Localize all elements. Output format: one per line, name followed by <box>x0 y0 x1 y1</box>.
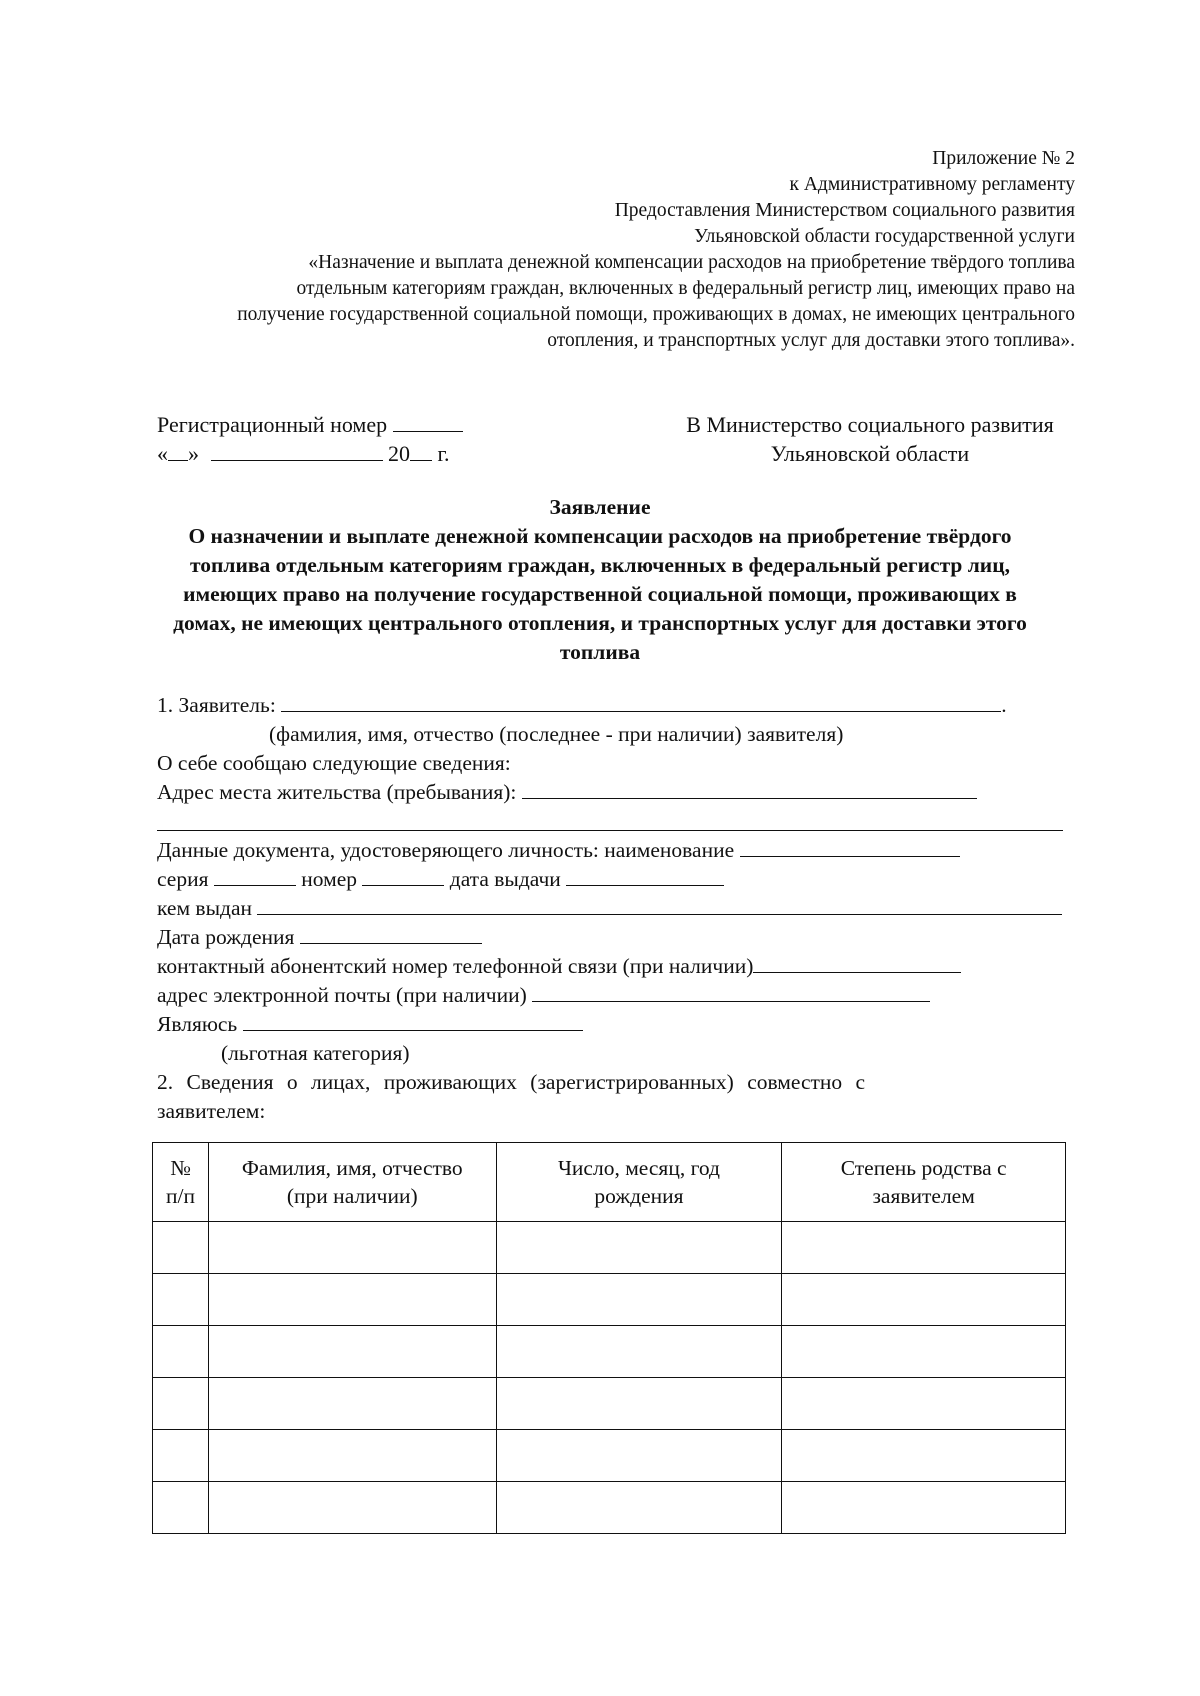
table-row <box>153 1430 1066 1482</box>
table-cell[interactable] <box>208 1222 496 1274</box>
section2-heading: 2. Сведения о лицах, проживающих (зарегистрированных) совместно с <box>157 1070 866 1094</box>
table-cell[interactable] <box>496 1222 782 1274</box>
applicant-name-field[interactable] <box>281 691 1001 712</box>
table-cell[interactable] <box>782 1482 1066 1534</box>
table-cell[interactable] <box>208 1378 496 1430</box>
year-prefix: 20 <box>388 441 410 466</box>
table-cell[interactable] <box>782 1274 1066 1326</box>
registration-date-row <box>157 439 463 468</box>
appendix-line: Приложение № 2 <box>932 148 1075 169</box>
phone-row <box>157 952 1117 981</box>
appendix-header <box>115 146 1075 354</box>
table-cell[interactable] <box>496 1378 782 1430</box>
email-field[interactable] <box>532 981 930 1002</box>
applicant-row <box>157 691 1117 720</box>
birth-date-field[interactable] <box>300 923 482 944</box>
table-cell[interactable] <box>782 1326 1066 1378</box>
category-label: Являюсь <box>157 1012 238 1036</box>
title-line: имеющих право на получение государственной социальной помощи, проживающих в <box>183 582 1017 606</box>
registration-block <box>157 410 463 468</box>
appendix-line: к Административному регламенту <box>789 174 1075 195</box>
table-cell[interactable] <box>208 1430 496 1482</box>
address-field[interactable] <box>522 778 977 799</box>
date-close-quote: » <box>188 441 199 466</box>
applicant-label: 1. Заявитель: <box>157 693 276 717</box>
co-residents-table <box>152 1142 1066 1534</box>
email-label: адрес электронной почты (при наличии) <box>157 983 527 1007</box>
title-line: топлива <box>559 640 641 664</box>
about-me: О себе сообщаю следующие сведения: <box>157 751 511 775</box>
addressee-line: Ульяновской области <box>770 441 970 466</box>
issued-by-label: кем выдан <box>157 896 253 920</box>
address-continuation <box>157 807 1117 836</box>
registration-number-field[interactable] <box>393 411 463 432</box>
application-title <box>100 493 1100 667</box>
table-row <box>153 1274 1066 1326</box>
issued-by-row <box>157 894 1117 923</box>
id-document-name-field[interactable] <box>740 836 960 857</box>
table-row <box>153 1378 1066 1430</box>
table-cell[interactable] <box>496 1274 782 1326</box>
table-cell[interactable] <box>782 1222 1066 1274</box>
table-cell[interactable] <box>153 1222 209 1274</box>
issue-date-field[interactable] <box>566 865 724 886</box>
table-cell[interactable] <box>153 1378 209 1430</box>
applicant-end: . <box>1001 693 1007 717</box>
issued-by-field[interactable] <box>257 894 1062 915</box>
column-header-name: Фамилия, имя, отчество (при наличии) <box>208 1143 496 1222</box>
registration-number-row <box>157 410 463 439</box>
birth-date-row <box>157 923 1117 952</box>
id-document-row <box>157 836 1117 865</box>
address-row <box>157 778 1117 807</box>
table-row <box>153 1482 1066 1534</box>
table-cell[interactable] <box>208 1326 496 1378</box>
table-cell[interactable] <box>153 1482 209 1534</box>
title-heading: Заявление <box>549 495 651 519</box>
address-label: Адрес места жительства (пребывания): <box>157 780 517 804</box>
table-cell[interactable] <box>153 1326 209 1378</box>
table-cell[interactable] <box>496 1482 782 1534</box>
addressee-block <box>620 410 1120 468</box>
appendix-line: отопления, и транспортных услуг для доставки этого топлива». <box>547 330 1075 351</box>
issue-date-label: дата выдачи <box>449 867 561 891</box>
table-cell[interactable] <box>782 1430 1066 1482</box>
title-line: домах, не имеющих центрального отопления, и транспортных услуг для доставки этого <box>173 611 1027 635</box>
appendix-line: Ульяновской области государственной услуги <box>694 226 1075 247</box>
day-field[interactable] <box>168 440 188 461</box>
column-header-birthdate: Число, месяц, год рождения <box>496 1143 782 1222</box>
appendix-line: отдельным категориям граждан, включенных в федеральный регистр лиц, имеющих право на <box>296 278 1075 299</box>
table-cell[interactable] <box>496 1430 782 1482</box>
birth-date-label: Дата рождения <box>157 925 295 949</box>
series-field[interactable] <box>214 865 296 886</box>
id-document-label: Данные документа, удостоверяющего личность: наименование <box>157 838 735 862</box>
column-header-number: № п/п <box>153 1143 209 1222</box>
number-field[interactable] <box>362 865 444 886</box>
table-cell[interactable] <box>208 1482 496 1534</box>
address-field-continuation[interactable] <box>157 830 1063 831</box>
email-row <box>157 981 1117 1010</box>
table-cell[interactable] <box>208 1274 496 1326</box>
title-line: О назначении и выплате денежной компенсации расходов на приобретение твёрдого <box>188 524 1012 548</box>
year-suffix: г. <box>437 441 450 466</box>
number-label: номер <box>301 867 357 891</box>
table-cell[interactable] <box>153 1274 209 1326</box>
year-field[interactable] <box>410 440 432 461</box>
table-header-row <box>153 1143 1066 1222</box>
date-open-quote: « <box>157 441 168 466</box>
table-cell[interactable] <box>782 1378 1066 1430</box>
title-line: топлива отдельным категориям граждан, включенных в федеральный регистр лиц, <box>190 553 1010 577</box>
id-series-row <box>157 865 1117 894</box>
addressee-line: В Министерство социального развития <box>686 412 1054 437</box>
table-row <box>153 1222 1066 1274</box>
appendix-line: «Назначение и выплата денежной компенсации расходов на приобретение твёрдого топлива <box>308 252 1075 273</box>
appendix-line: Предоставления Министерством социального развития <box>614 200 1075 221</box>
phone-field[interactable] <box>753 952 961 973</box>
column-header-relation: Степень родства с заявителем <box>782 1143 1066 1222</box>
phone-label: контактный абонентский номер телефонной связи (при наличии) <box>157 954 754 978</box>
application-form <box>157 691 1117 1126</box>
category-field[interactable] <box>243 1010 583 1031</box>
category-row <box>157 1010 1117 1039</box>
section2-heading-cont: заявителем: <box>157 1099 266 1123</box>
category-hint: (льготная категория) <box>221 1041 410 1065</box>
table-cell[interactable] <box>153 1430 209 1482</box>
table-cell[interactable] <box>496 1326 782 1378</box>
registration-number-label: Регистрационный номер <box>157 412 388 437</box>
series-label: серия <box>157 867 209 891</box>
appendix-line: получение государственной социальной помощи, проживающих в домах, не имеющих центрального <box>237 304 1075 325</box>
month-field[interactable] <box>211 440 383 461</box>
table-row <box>153 1326 1066 1378</box>
applicant-hint: (фамилия, имя, отчество (последнее - при наличии) заявителя) <box>269 722 844 746</box>
